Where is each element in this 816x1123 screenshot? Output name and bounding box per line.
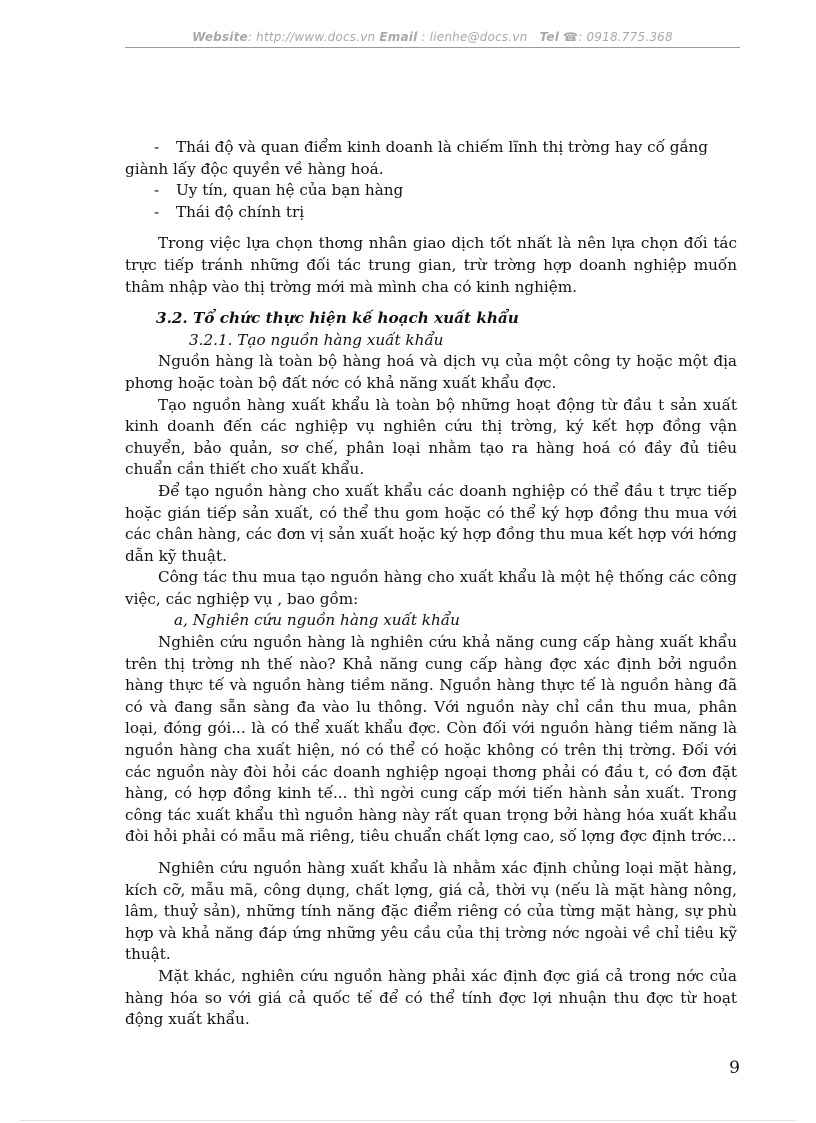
paragraph: Nguồn hàng là toàn bộ hàng hoá và dịch vụ của một công ty hoặc một địa phơng hoặc toàn bộ đất nớc có khả năng xuất khẩu đợc. [125,352,737,392]
paragraph: Nghiên cứu nguồn hàng là nghiên cứu khả năng cung cấp hàng xuất khẩu trên thị trờng nh thế nào? Khả năng cung cấp hàng đợc xác định bởi nguồn hàng thực tế và nguồn hàng tiềm năng. Nguồn hàng thực tế là nguồn hàng đã có và đang sẵn sàng đa vào lu thông. Với nguồn này chỉ cần thu mua, phân loại, đóng gói... là có thể xuất khẩu đợc. Còn đối với nguồn hàng tiềm năng là nguồn hàng cha xuất hiện, nó có thể có hoặc không có trên thị trờng. Đối với các nguồn này đòi hỏi các doanh nghiệp ngoại thơng phải có đầu t, có đơn đặt hàng, có hợp đồng kinh tế... thì ngời cung cấp mới tiến hành sản xuất. Trong công tác xuất khẩu thì nguồn hàng này rất quan trọng bởi hàng hóa xuất khẩu đòi hỏi phải có mẫu mã riêng, tiêu chuẩn chất lợng cao, số lợng đợc định trớc... [125,633,737,846]
subsection-heading: 3.2.1. Tạo nguồn hàng xuất khẩu [189,330,444,349]
website-label: Website [192,30,248,44]
header-divider [125,47,740,48]
bullet-item [125,180,737,202]
bullet-continuation: giành lấy độc quyền về hàng hoá. [125,159,384,178]
phone-icon: ☎ [563,30,579,44]
section-heading: 3.2. Tổ chức thực hiện kế hoạch xuất khẩu [156,309,519,328]
bullet-item [125,202,737,224]
email-label: Email [379,30,418,44]
bullet-text: Thái độ và quan điểm kinh doanh là chiếm lĩnh thị trờng hay cố gắng [176,138,709,156]
bullet-marker: - [154,138,160,156]
document-body [125,137,737,1031]
bullet-item [125,137,737,159]
page-header [125,30,740,44]
tel-label: Tel [539,30,560,44]
bullet-text: Uy tín, quan hệ của bạn hàng [176,181,404,200]
website-value: : http://www.docs.vn [247,30,376,44]
footer-divider [20,1120,796,1121]
paragraph: Trong việc lựa chọn thơng nhân giao dịch tốt nhất là nên lựa chọn đối tác trực tiếp tránh những đối tác trung gian, trừ trờng hợp doanh nghiệp muốn thâm nhập vào thị trờng mới mà mình cha có kinh nghiệm. [125,234,737,296]
bullet-text: Thái độ chính trị [176,202,305,221]
paragraph: Nghiên cứu nguồn hàng xuất khẩu là nhằm xác định chủng loại mặt hàng, kích cỡ, mẫu mã, công dụng, chất lợng, giá cả, thời vụ (nếu là mặt hàng nông, lâm, thuỷ sản), những tính năng đặc điểm riêng có của từng mặt hàng, sự phù hợp và khả năng đáp ứng những yêu cầu của thị trờng nớc ngoài về chỉ tiêu kỹ thuật. [125,859,737,964]
subsection-heading: a, Nghiên cứu nguồn hàng xuất khẩu [174,611,460,630]
paragraph: Công tác thu mua tạo nguồn hàng cho xuất khẩu là một hệ thống các công việc, các nghiệp vụ , bao gồm: [125,568,737,608]
email-value: : lienhe@docs.vn [421,30,528,44]
paragraph: Để tạo nguồn hàng cho xuất khẩu các doanh nghiệp có thể đầu t trực tiếp hoặc gián tiếp sản xuất, có thể thu gom hoặc có thể ký hợp đồng thu mua với các chân hàng, các đơn vị sản xuất hoặc ký hợp đồng thu mua kết hợp với hớng dẫn kỹ thuật. [125,481,737,565]
bullet-marker: - [154,202,160,221]
page-number: 9 [729,1058,740,1078]
bullet-marker: - [154,181,160,200]
tel-value: : 0918.775.368 [578,30,673,44]
paragraph: Mặt khác, nghiên cứu nguồn hàng phải xác định đợc giá cả trong nớc của hàng hóa so với giá cả quốc tế để có thể tính đợc lợi nhuận thu đợc từ hoạt động xuất khẩu. [125,966,737,1029]
paragraph: Tạo nguồn hàng xuất khẩu là toàn bộ những hoạt động từ đầu t sản xuất kinh doanh đến các nghiệp vụ nghiên cứu thị trờng, ký kết hợp đồng vận chuyển, bảo quản, sơ chế, phân loại nhằm tạo ra hàng hoá có đầy đủ tiêu chuẩn cần thiết cho xuất khẩu. [125,395,737,479]
